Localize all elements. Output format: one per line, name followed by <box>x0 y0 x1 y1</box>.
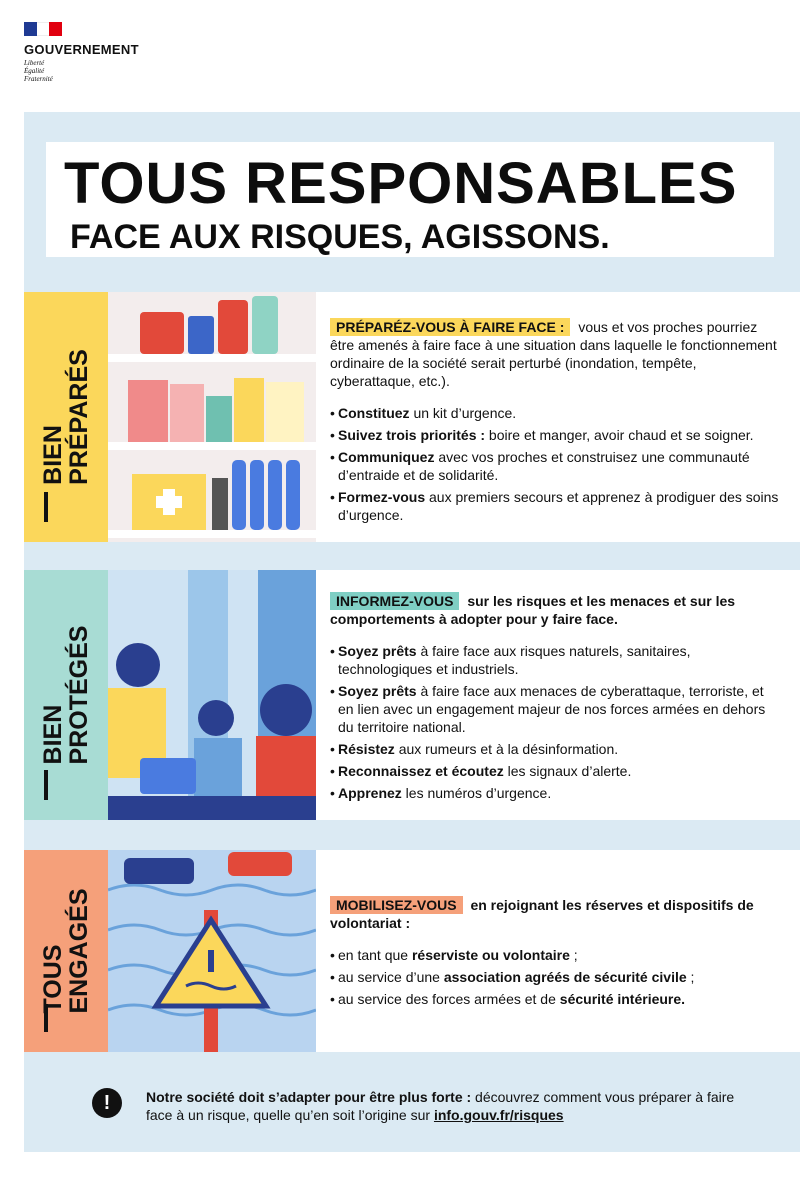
section-label-strip <box>24 292 108 542</box>
government-logo <box>24 22 139 83</box>
section-tous-engages <box>24 850 800 1052</box>
item-bold: Apprenez <box>338 785 402 801</box>
strip-bar <box>44 492 48 522</box>
footer-text <box>146 1088 746 1124</box>
label-line: TOUS <box>39 944 67 1014</box>
flood-warning-illustration <box>108 850 316 1052</box>
list-item <box>330 968 780 986</box>
strip-bar <box>44 770 48 800</box>
french-flag-icon <box>24 22 62 36</box>
section-label <box>40 888 92 1013</box>
list-item <box>330 784 780 802</box>
item-text: les numéros d’urgence. <box>401 785 552 801</box>
list-item <box>330 488 780 524</box>
lead-text: vous et vos proches pourriez être amenés à faire face à une situation dans laquelle le fonctionnement ordinaire de la société serait perturbé (inondation, tempête, cyberattaque, etc.). <box>330 319 777 389</box>
section-highlight: MOBILISEZ-VOUS <box>330 896 463 914</box>
shelves-supplies-illustration <box>108 292 316 542</box>
item-bold: association agréés de sécurité civile <box>443 969 687 985</box>
section-label-strip <box>24 850 108 1052</box>
section-content <box>330 896 780 1012</box>
item-text: au service d’une <box>338 969 444 985</box>
item-text: ; <box>569 947 578 963</box>
label-line: PRÉPARÉS <box>65 349 93 485</box>
section-label <box>40 626 92 765</box>
item-text: un kit d’urgence. <box>409 405 517 421</box>
action-list <box>330 404 780 524</box>
list-item <box>330 946 780 964</box>
section-label <box>40 349 92 485</box>
label-line: BIEN <box>39 425 67 485</box>
item-text: à faire face aux menaces de cyberattaque, terroriste, et en lien avec un engagement majeur de nos forces armées en dehors du territoire national. <box>338 683 766 735</box>
label-line: PROTÉGÉS <box>65 625 93 765</box>
section-highlight: INFORMEZ-VOUS <box>330 592 459 610</box>
risks-link[interactable]: info.gouv.fr/risques <box>433 1107 564 1123</box>
title-box <box>46 142 774 257</box>
lead-text: en rejoignant les réserves et dispositifs de volontariat : <box>330 897 754 931</box>
motto <box>24 59 139 83</box>
brand-name: GOUVERNEMENT <box>24 42 139 57</box>
section-lead <box>330 592 780 628</box>
item-bold: Soyez prêts <box>338 643 417 659</box>
item-text: les signaux d’alerte. <box>503 763 632 779</box>
item-bold: Résistez <box>338 741 395 757</box>
action-list <box>330 642 780 802</box>
motto-line: Fraternité <box>24 75 53 83</box>
item-bold: Reconnaissez et écoutez <box>338 763 504 779</box>
item-text: boire et manger, avoir chaud et se soigner. <box>485 427 754 443</box>
section-content <box>330 592 780 806</box>
list-item <box>330 990 780 1008</box>
item-text: aux premiers secours et apprenez à prodiguer des soins d’urgence. <box>338 489 779 523</box>
item-text: en tant que <box>338 947 412 963</box>
section-label-strip <box>24 570 108 820</box>
footer-body: découvrez comment vous préparer à faire face à un risque, quelle qu’en soit l’origine sur <box>146 1089 735 1123</box>
item-bold: Constituez <box>338 405 410 421</box>
motto-line: Liberté <box>24 59 45 67</box>
motto-line: Égalité <box>24 67 45 75</box>
item-bold: Formez-vous <box>338 489 426 505</box>
family-radio-illustration <box>108 570 316 820</box>
list-item <box>330 740 780 758</box>
page-subtitle: FACE AUX RISQUES, AGISSONS. <box>70 218 610 256</box>
item-bold: sécurité intérieure. <box>559 991 686 1007</box>
item-text: à faire face aux risques naturels, sanitaires, technologiques et industriels. <box>338 643 691 677</box>
list-item <box>330 404 780 422</box>
list-item <box>330 426 780 444</box>
item-text: au service des forces armées et de <box>338 991 560 1007</box>
item-text: avec vos proches et construisez une communauté d’entraide et de solidarité. <box>338 449 750 483</box>
item-bold: Soyez prêts <box>338 683 417 699</box>
exclamation-icon: ! <box>92 1088 122 1118</box>
lead-text: sur les risques et les menaces et sur les comportements à adopter pour y faire face. <box>330 593 736 627</box>
section-lead <box>330 318 780 390</box>
section-content <box>330 318 780 528</box>
item-bold: réserviste ou volontaire <box>411 947 570 963</box>
item-bold: Communiquez <box>338 449 435 465</box>
footer <box>24 1072 800 1142</box>
label-line: BIEN <box>39 704 67 765</box>
page-title: TOUS RESPONSABLES <box>64 151 738 216</box>
action-list <box>330 946 780 1008</box>
item-text: aux rumeurs et à la désinformation. <box>394 741 619 757</box>
section-bien-proteges <box>24 570 800 820</box>
footer-bold: Notre société doit s’adapter pour être plus forte : <box>146 1089 472 1105</box>
list-item <box>330 762 780 780</box>
item-text: ; <box>686 969 695 985</box>
list-item <box>330 682 780 736</box>
poster-panel <box>24 112 800 1152</box>
list-item <box>330 642 780 678</box>
item-bold: Suivez trois priorités : <box>338 427 486 443</box>
section-highlight: PRÉPARÉZ-VOUS À FAIRE FACE : <box>330 318 570 336</box>
label-line: ENGAGÉS <box>65 888 93 1014</box>
section-bien-prepares <box>24 292 800 542</box>
list-item <box>330 448 780 484</box>
section-lead <box>330 896 780 932</box>
